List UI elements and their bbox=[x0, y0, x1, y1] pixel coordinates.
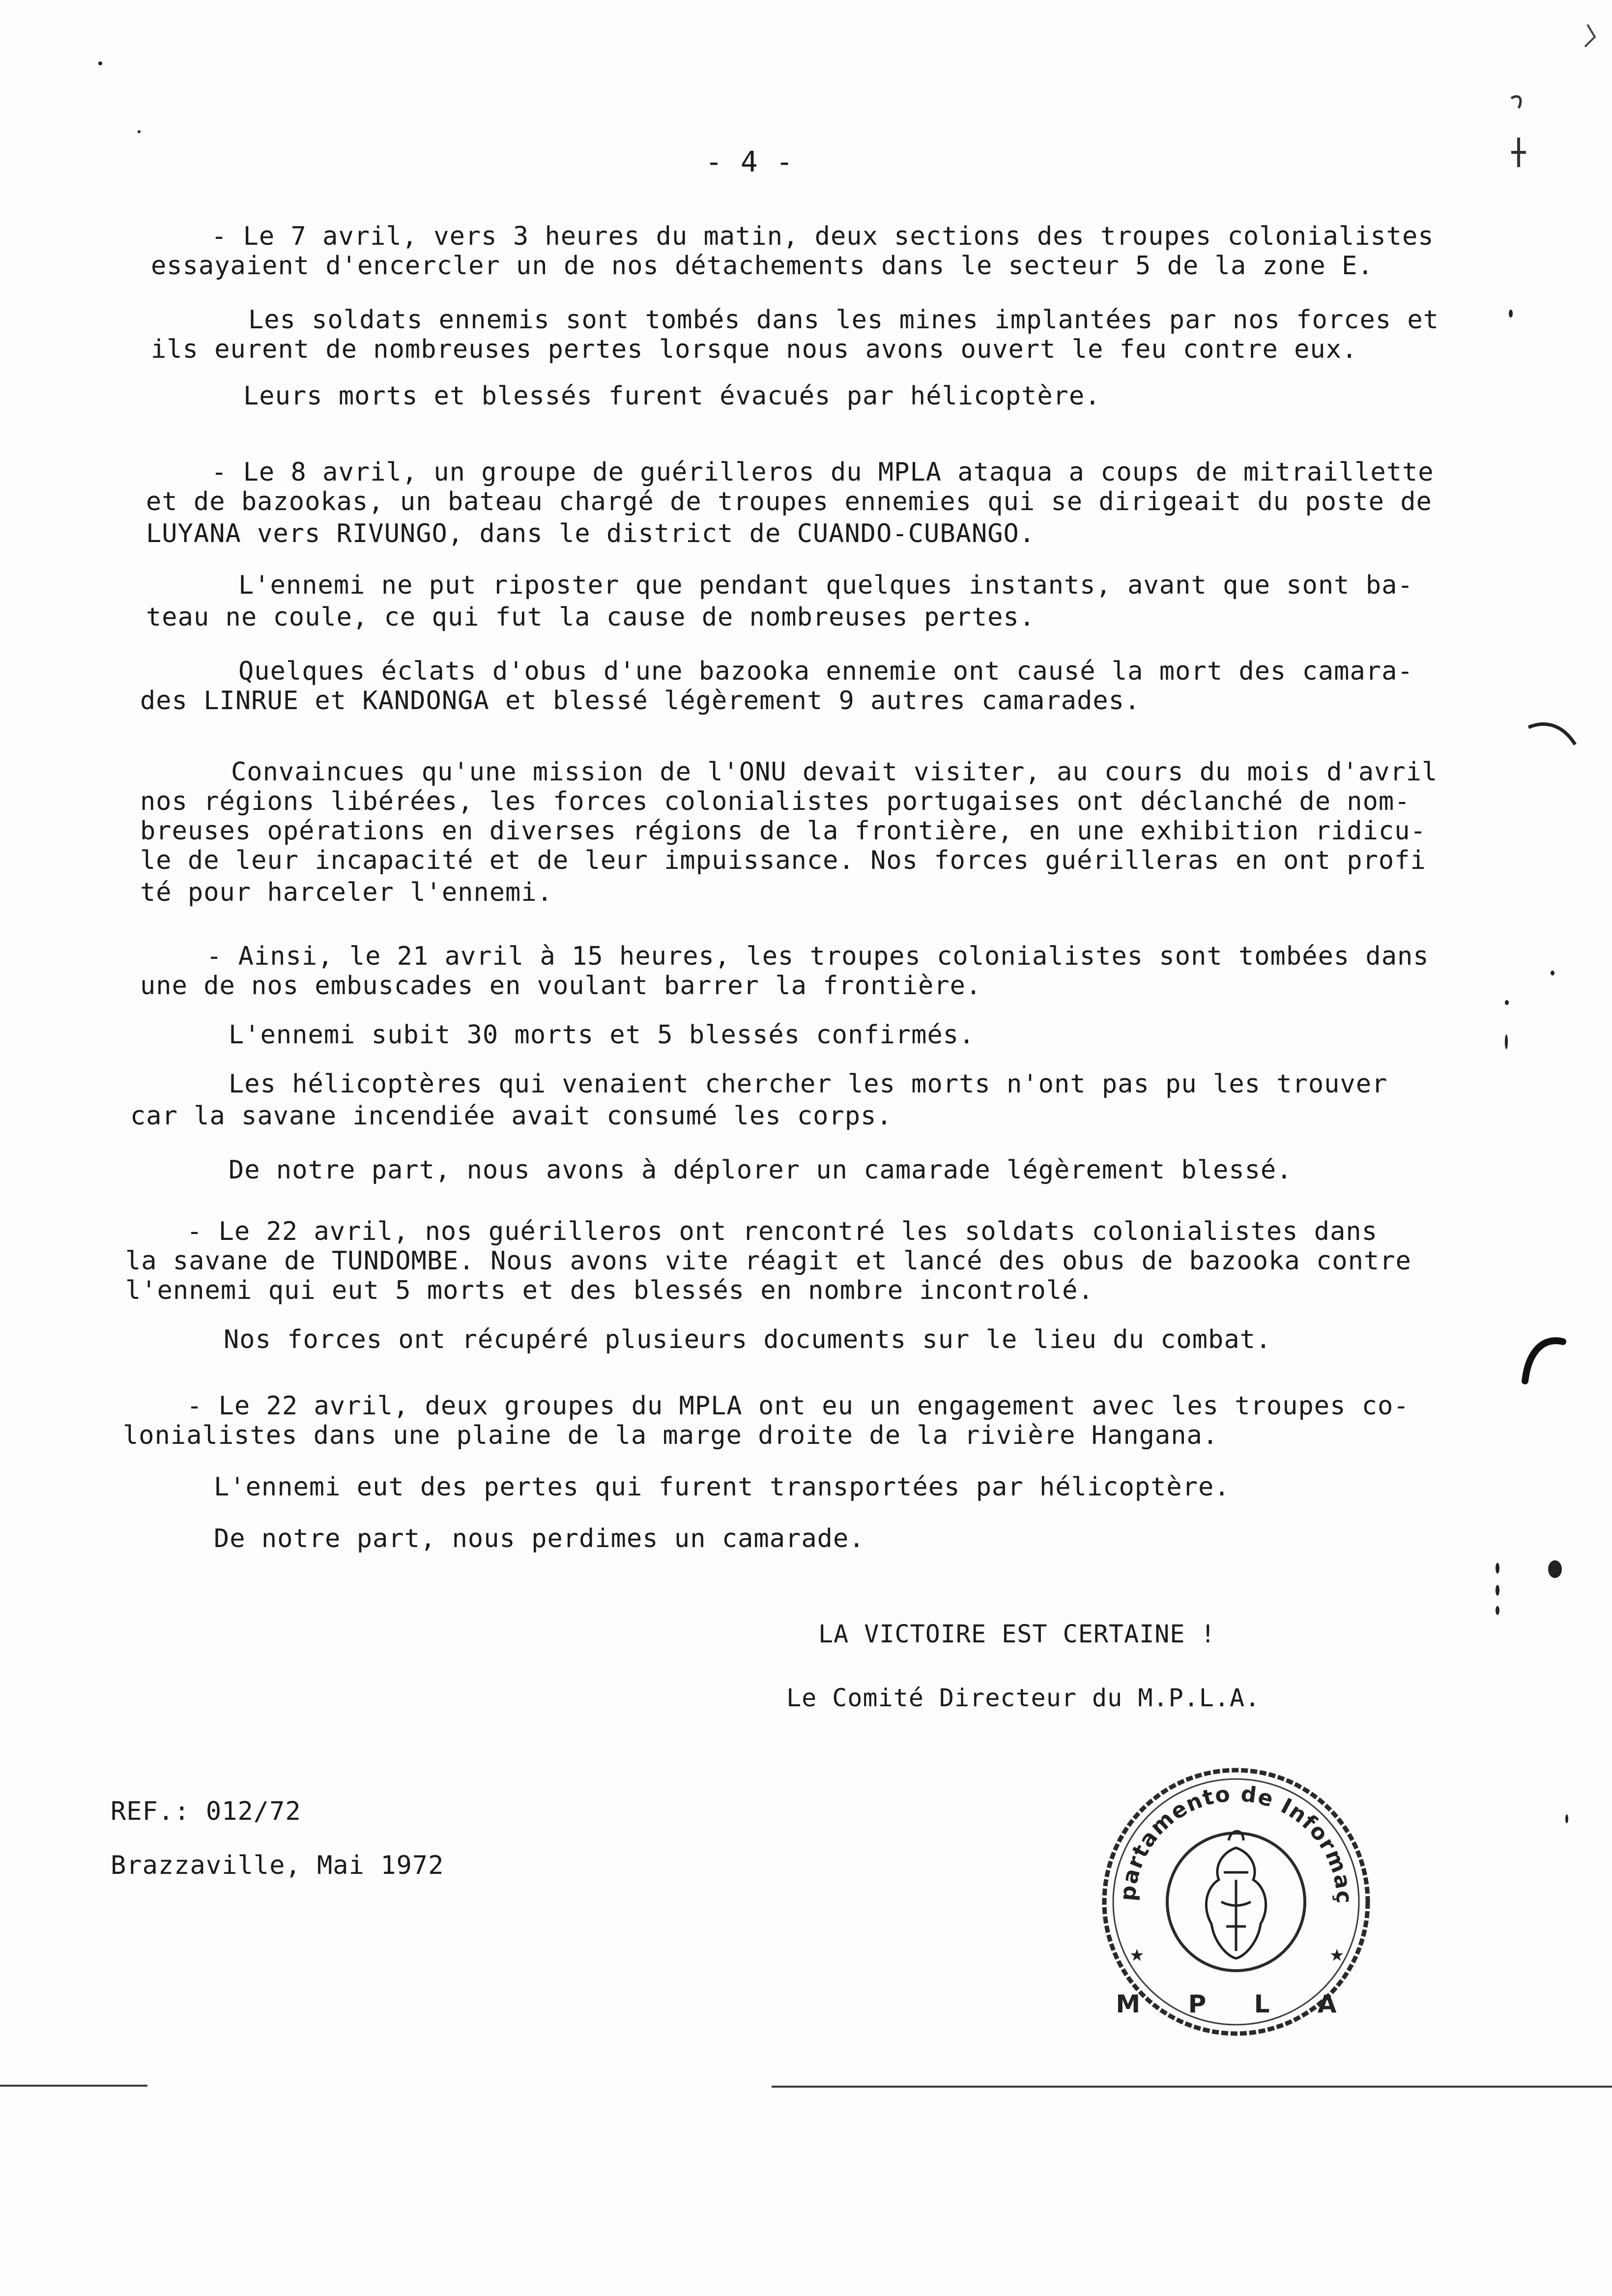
paragraph-line: teau ne coule, ce qui fut la cause de nombreuses pertes. bbox=[146, 603, 1036, 632]
paragraph-line: L'ennemi ne put riposter que pendant quelques instants, avant que sont ba- bbox=[238, 571, 1413, 600]
paragraph-line: - Ainsi, le 21 avril à 15 heures, les troupes colonialistes sont tombées dans bbox=[206, 942, 1429, 971]
scan-speck bbox=[1505, 1034, 1508, 1049]
divider-line-right bbox=[772, 2086, 1612, 2088]
stamp-graphic bbox=[1096, 1754, 1376, 2044]
paragraph-line: - Le 22 avril, nos guérilleros ont rencontré les soldats colonialistes dans bbox=[187, 1217, 1378, 1246]
paragraph-line: - Le 8 avril, un groupe de guérilleros du MPLA ataqua a coups de mitraillette bbox=[211, 458, 1434, 487]
paragraph-line: une de nos embuscades en voulant barrer la frontière. bbox=[140, 971, 982, 1001]
paragraph-line: - Le 22 avril, deux groupes du MPLA ont eu un engagement avec les troupes co- bbox=[187, 1391, 1410, 1421]
paragraph-line: le de leur incapacité et de leur impuissance. Nos forces guérilleras en ont profi bbox=[140, 846, 1426, 875]
paragraph-line: Nos forces ont récupéré plusieurs documents sur le lieu du combat. bbox=[224, 1325, 1272, 1354]
scan-speck bbox=[1509, 310, 1513, 317]
paragraph-line: car la savane incendiée avait consumé les corps. bbox=[130, 1101, 892, 1131]
margin-mark bbox=[1578, 20, 1607, 59]
paragraph-line: L'ennemi subit 30 morts et 5 blessés confirmés. bbox=[229, 1020, 975, 1050]
paragraph-line: nos régions libérées, les forces colonialistes portugaises ont déclanché de nom- bbox=[140, 787, 1410, 816]
paragraph-line: lonialistes dans une plaine de la marge droite de la rivière Hangana. bbox=[123, 1421, 1219, 1450]
paragraph-line: l'ennemi qui eut 5 morts et des blessés en nombre incontrolé. bbox=[125, 1276, 1094, 1305]
scan-speck bbox=[1505, 1000, 1509, 1005]
scan-speck bbox=[1551, 971, 1554, 976]
paragraph-line: Les hélicoptères qui venaient chercher les morts n'ont pas pu les trouver bbox=[229, 1069, 1388, 1099]
divider-line-left bbox=[0, 2085, 147, 2087]
reference-number: REF.: 012/72 bbox=[111, 1797, 301, 1826]
paragraph-line: De notre part, nous avons à déplorer un camarade légèrement blessé. bbox=[229, 1155, 1293, 1185]
scan-speck bbox=[1496, 1606, 1499, 1615]
place-date: Brazzaville, Mai 1972 bbox=[111, 1851, 444, 1880]
margin-mark bbox=[1516, 1334, 1570, 1388]
paragraph-line: - Le 7 avril, vers 3 heures du matin, deux sections des troupes colonialistes bbox=[211, 222, 1434, 251]
paragraph-line: breuses opérations en diverses régions de la frontière, en une exhibition ridicu- bbox=[140, 816, 1426, 846]
scan-speck bbox=[1496, 1585, 1499, 1596]
scan-speck bbox=[1565, 1814, 1568, 1823]
svg-text:★: ★ bbox=[1329, 1946, 1345, 1965]
scan-speck bbox=[138, 130, 141, 133]
official-stamp bbox=[1096, 1754, 1376, 2044]
svg-text:★: ★ bbox=[1129, 1946, 1145, 1965]
scan-speck bbox=[1496, 1563, 1499, 1574]
paragraph-line: Les soldats ennemis sont tombés dans les mines implantées par nos forces et bbox=[248, 305, 1439, 335]
paragraph-line: la savane de TUNDOMBE. Nous avons vite réagit et lancé des obus de bazooka contre bbox=[125, 1246, 1411, 1276]
paragraph-line: des LINRUE et KANDONGA et blessé légèrement 9 autres camarades. bbox=[140, 686, 1141, 716]
stamp-text-top: partamento de Informaç bbox=[1115, 1781, 1357, 1905]
closing-motto: LA VICTOIRE EST CERTAINE ! bbox=[818, 1620, 1216, 1648]
scan-speck bbox=[98, 61, 102, 65]
page-number: - 4 - bbox=[705, 145, 794, 178]
paragraph-line: té pour harceler l'ennemi. bbox=[140, 878, 553, 907]
paragraph-line: LUYANA vers RIVUNGO, dans le district de CUANDO-CUBANGO. bbox=[146, 519, 1036, 548]
paragraph-line: Leurs morts et blessés furent évacués par hélicoptère. bbox=[243, 381, 1101, 411]
emblem-icon bbox=[1206, 1831, 1266, 1958]
paragraph-line: L'ennemi eut des pertes qui furent transportées par hélicoptère. bbox=[214, 1472, 1230, 1502]
paragraph-line: De notre part, nous perdimes un camarade. bbox=[214, 1524, 865, 1553]
paragraph-line: Quelques éclats d'obus d'une bazooka ennemie ont causé la mort des camara- bbox=[238, 657, 1413, 686]
paragraph-line: Convaincues qu'une mission de l'ONU devait visiter, au cours du mois d'avril bbox=[231, 757, 1438, 787]
paragraph-line: ils eurent de nombreuses pertes lorsque nous avons ouvert le feu contre eux. bbox=[151, 335, 1358, 364]
signature-line: Le Comité Directeur du M.P.L.A. bbox=[786, 1684, 1261, 1712]
scan-speck bbox=[1548, 1560, 1562, 1578]
svg-text:Departamento de Informação bbox=[1096, 1754, 1356, 1905]
paragraph-line: et de bazookas, un bateau chargé de troupes ennemies qui se dirigeait du poste de bbox=[146, 487, 1432, 517]
margin-mark bbox=[1526, 718, 1580, 757]
paragraph-line: essayaient d'encercler un de nos détachements dans le secteur 5 de la zone E. bbox=[151, 251, 1374, 281]
margin-mark bbox=[1504, 88, 1563, 187]
stamp-text-bottom: M P L A bbox=[1116, 1990, 1356, 2018]
